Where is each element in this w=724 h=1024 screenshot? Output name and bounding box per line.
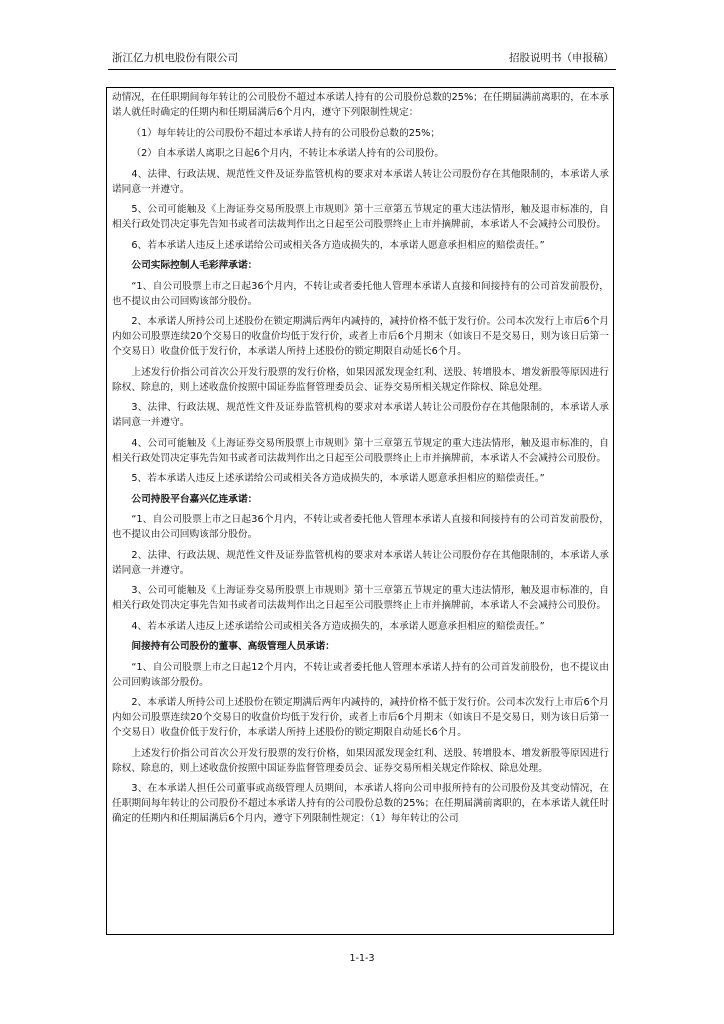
section-heading: 间接持有公司股份的董事、高级管理人员承诺： <box>131 641 335 652</box>
paragraph: “1、自公司股票上市之日起36个月内，不转让或者委托他人管理本承诺人直接和间接持有的公司首发前股份，也不提议由公司回购该部分股份。 <box>112 514 609 540</box>
page-header <box>112 50 614 67</box>
company-name: 浙江亿力机电股份有限公司 <box>112 52 238 64</box>
paragraph: 4、法律、行政法规、规范性文件及证券监管机构的要求对本承诺人转让公司股份存在其他限制的，本承诺人承诺同意一并遵守。 <box>112 168 609 195</box>
paragraph: 2、本承诺人所持公司上述股份在锁定期满后两年内减持的，减持价格不低于发行价。公司本次发行上市后6个月内如公司股票连续20个交易日的收盘价均低于发行价，或者上市后6个月期末（如该日不是交易日，则为该日后第一个交易日）收盘价低于发行价，本承诺人所持上述股份的锁定期限自动延长6个月。 <box>112 316 609 357</box>
paragraph: （1）每年转让的公司股份不超过本承诺人持有的公司股份总数的25%； <box>131 127 441 139</box>
header-divider <box>108 69 616 70</box>
paragraph: 上述发行价指公司首次公开发行股票的发行价格，如果因派发现金红利、送股、转增股本、增发新股等原因进行除权、除息的，则上述收盘价按照中国证券监督管理委员会、证券交易所相关规定作除权、除息处理。 <box>112 366 609 393</box>
document-type: 招股说明书（申报稿） <box>509 52 614 64</box>
paragraph: 5、若本承诺人违反上述承诺给公司或相关各方造成损失的，本承诺人愿意承担相应的赔偿责任。” <box>131 473 545 484</box>
paragraph: 动情况，在任职期间每年转让的公司股份不超过本承诺人持有的公司股份总数的25%；在任期届满前离职的，在本承诺人就任时确定的任期内和任期届满后6个月内，遵守下列限制性规定： <box>112 92 609 118</box>
paragraph: 2、本承诺人所持公司上述股份在锁定期满后两年内减持的，减持价格不低于发行价。公司本次发行上市后6个月内如公司股票连续20个交易日的收盘价均低于发行价，或者上市后6个月期末（如该日不是交易日，则为该日后第一个交易日）收盘价低于发行价，本承诺人所持上述股份的锁定期限自动延长6个月。 <box>112 697 609 738</box>
section-heading: 公司实际控制人毛彩萍承诺： <box>131 260 258 271</box>
paragraph: 3、法律、行政法规、规范性文件及证券监管机构的要求对本承诺人转让公司股份存在其他限制的，本承诺人承诺同意一并遵守。 <box>112 402 609 428</box>
paragraph: 3、在本承诺人担任公司董事或高级管理人员期间，本承诺人将向公司申报所持有的公司股份及其变动情况，在任职期间每年转让的公司股份不超过本承诺人持有的公司股份总数的25%；在任期届满前离职的，在本承诺人就任时确定的任期内和任期届满后6个月内，遵守下列限制性规定：（1）每年转让的公司 <box>112 783 609 824</box>
paragraph: （2）自本承诺人离职之日起6个月内，不转让本承诺人持有的公司股份。 <box>131 148 445 159</box>
page-number: 1-1-3 <box>349 953 375 964</box>
paragraph: 5、公司可能触及《上海证券交易所股票上市规则》第十三章第五节规定的重大违法情形，触及退市标准的，自相关行政处罚决定事先告知书或者司法裁判作出之日起至公司股票终止上市并摘牌前，本承诺人不会减持公司股份。 <box>112 204 609 230</box>
paragraph: “1、自公司股票上市之日起36个月内，不转让或者委托他人管理本承诺人直接和间接持有的公司首发前股份，也不提议由公司回购该部分股份。 <box>112 280 609 307</box>
section-heading: 公司持股平台嘉兴亿连承诺： <box>131 493 258 505</box>
commitment-text-box <box>106 87 614 935</box>
paragraph: 2、法律、行政法规、规范性文件及证券监管机构的要求对本承诺人转让公司股份存在其他限制的，本承诺人承诺同意一并遵守。 <box>112 549 609 576</box>
commitment-text <box>112 90 609 832</box>
paragraph: 6、若本承诺人违反上述承诺给公司或相关各方造成损失的，本承诺人愿意承担相应的赔偿责任。” <box>131 239 545 251</box>
paragraph: 4、公司可能触及《上海证券交易所股票上市规则》第十三章第五节规定的重大违法情形，触及退市标准的，自相关行政处罚决定事先告知书或者司法裁判作出之日起至公司股票终止上市并摘牌前，本承诺人不会减持公司股份。 <box>112 437 609 464</box>
paragraph: 3、公司可能触及《上海证券交易所股票上市规则》第十三章第五节规定的重大违法情形，触及退市标准的，自相关行政处罚决定事先告知书或者司法裁判作出之日起至公司股票终止上市并摘牌前，本承诺人不会减持公司股份。 <box>112 585 609 611</box>
paragraph: 上述发行价指公司首次公开发行股票的发行价格，如果因派发现金红利、送股、转增股本、增发新股等原因进行除权、除息的，则上述收盘价按照中国证券监督管理委员会、证券交易所相关规定作除权、除息处理。 <box>112 747 609 774</box>
paragraph: “1、自公司股票上市之日起12个月内，不转让或者委托他人管理本承诺人持有的公司首发前股份，也不提议由公司回购该部分股份。 <box>112 661 609 688</box>
paragraph: 4、若本承诺人违反上述承诺给公司或相关各方造成损失的，本承诺人愿意承担相应的赔偿责任。” <box>131 620 545 632</box>
